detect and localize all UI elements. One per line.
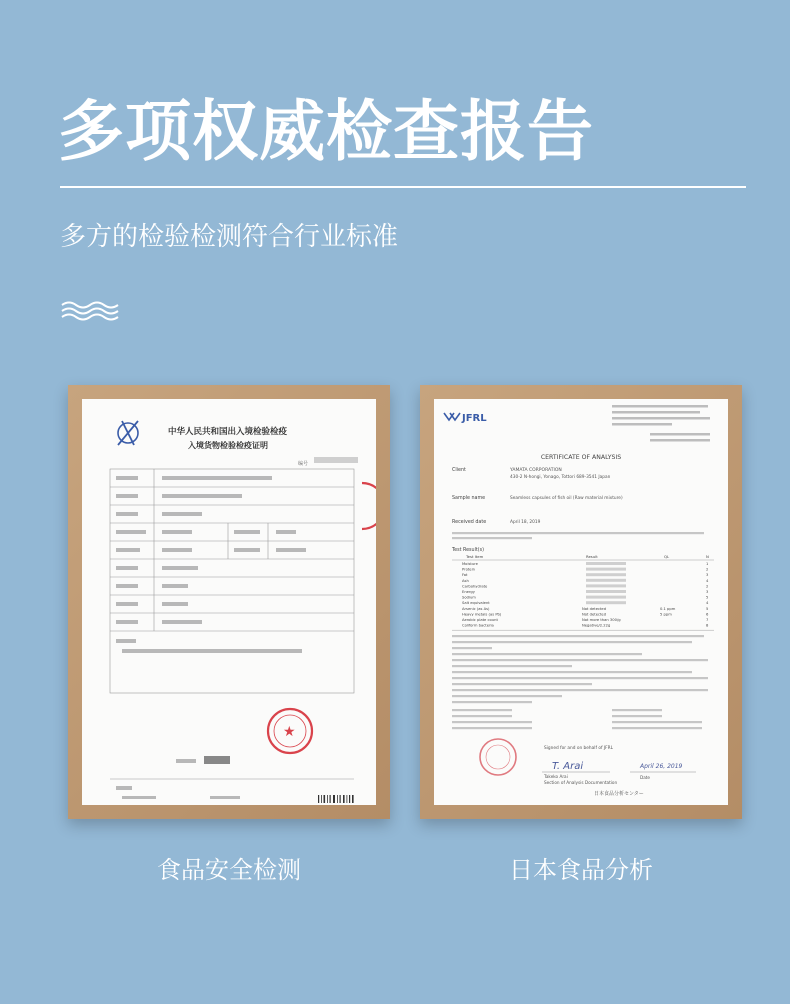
test-item-cell: Protein <box>462 567 475 572</box>
table-row <box>462 618 709 622</box>
test-item-cell: Carbohydrate <box>462 584 488 589</box>
cert-heading-line1: 中华人民共和国出入境检验检疫 <box>168 427 288 437</box>
redacted-result <box>586 568 626 571</box>
certificate-paper <box>434 399 728 805</box>
date-label: Date <box>640 775 651 780</box>
client-label: Client <box>452 468 466 473</box>
result-cell: Not detected <box>582 606 607 611</box>
result-cell: Not more than 300/g <box>582 618 621 622</box>
red-seal-stamp <box>268 709 312 753</box>
cert-heading-line2: 入境货物检验检疫证明 <box>188 441 268 450</box>
redacted-result <box>586 590 626 593</box>
notes-block <box>452 635 708 729</box>
test-item-cell: Moisture <box>462 562 478 566</box>
table-row <box>462 596 709 600</box>
test-item-cell: Energy <box>462 590 475 594</box>
chinese-inspection-certificate <box>82 399 376 805</box>
issuer-address-block <box>612 405 710 442</box>
sample-label: Sample name <box>452 496 486 501</box>
note-number-cell: 7 <box>706 618 709 622</box>
page-title: 多项权威检查报告 <box>58 93 594 170</box>
form-filled-values <box>116 476 306 799</box>
table-row <box>462 579 709 583</box>
certificate-frame-food-safety <box>68 385 390 819</box>
note-number-cell: 4 <box>706 601 709 606</box>
sample-name: Seamless capsules of fish oil (Raw material mixture) <box>510 496 623 501</box>
signer-name: Takeko Arai <box>544 774 568 779</box>
note-number-cell: 5 <box>706 595 709 600</box>
certificate-frame-japan-analysis <box>420 385 742 819</box>
table-row <box>462 568 708 572</box>
table-row <box>462 590 709 594</box>
signed-date: April 26, 2019 <box>640 763 683 770</box>
jfrl-analysis-certificate <box>434 399 728 805</box>
note-number-cell: 3 <box>706 590 709 594</box>
test-item-cell: Ash <box>462 578 469 583</box>
table-row <box>462 612 709 616</box>
test-item-cell: Heavy metals (as Pb) <box>462 612 502 617</box>
wave-icon <box>60 300 124 322</box>
table-row <box>462 573 709 577</box>
partial-red-seal <box>362 483 376 529</box>
ql-cell: 0.1 ppm <box>660 606 676 611</box>
certificate-paper <box>82 399 376 805</box>
test-item-cell: Arsenic (as As) <box>462 606 490 611</box>
svg-text:★: ★ <box>283 724 296 740</box>
signature: T. Arai <box>552 761 584 772</box>
test-item-cell: Aerobic plate count <box>462 618 498 622</box>
caption-japan-analysis: 日本食品分析 <box>509 856 653 884</box>
redacted-result <box>586 601 626 604</box>
note-number-cell: 3 <box>706 573 709 578</box>
note-number-cell: 4 <box>706 578 709 583</box>
result-cell: Not detected <box>582 612 607 617</box>
ql-cell: 5 ppm <box>660 612 672 617</box>
table-row <box>462 601 709 605</box>
received-label: Received date <box>452 520 487 525</box>
title-divider <box>60 186 746 188</box>
svg-text:Test Item: Test Item <box>466 554 484 559</box>
result-cell: Negative/2.22g <box>582 623 611 628</box>
table-row <box>462 584 708 588</box>
svg-text:Result: Result <box>586 554 598 559</box>
note-number-cell: 2 <box>706 584 709 589</box>
caption-food-safety: 食品安全检测 <box>157 856 301 884</box>
client-name: YAMATA CORPORATION <box>510 468 562 473</box>
test-item-cell: Fat <box>462 573 468 578</box>
note-number-cell: 6 <box>706 612 709 617</box>
redacted-result <box>586 562 626 565</box>
page-subtitle: 多方的检验检测符合行业标准 <box>60 222 399 252</box>
received-date: April 18, 2019 <box>510 520 541 525</box>
svg-text:N: N <box>706 554 709 559</box>
table-row <box>462 562 708 566</box>
table-row <box>462 607 709 611</box>
note-number-cell: 8 <box>706 623 709 628</box>
analysis-heading: CERTIFICATE OF ANALYSIS <box>540 454 622 461</box>
note-number-cell: 2 <box>706 567 709 572</box>
signed-label: Signed for and on behalf of JFRL <box>544 746 613 751</box>
caduceus-emblem-icon <box>118 421 138 445</box>
note-number-cell: 1 <box>706 562 709 566</box>
number-label: 编号 <box>298 461 309 467</box>
statement-text <box>452 532 704 539</box>
test-item-cell: Sodium <box>462 595 476 600</box>
results-table-body <box>452 562 714 630</box>
test-item-cell: Salt equivalent <box>462 601 490 606</box>
svg-text:QL: QL <box>664 554 670 559</box>
barcode-icon <box>318 795 354 803</box>
red-round-seal <box>480 739 516 775</box>
form-table <box>110 469 354 779</box>
table-row <box>462 624 709 628</box>
redacted-result <box>586 573 626 576</box>
test-item-cell: Coliform bacteria <box>462 623 494 628</box>
note-number-cell: 5 <box>706 606 709 611</box>
redacted-result <box>586 584 626 587</box>
signer-title: Section of Analysis Documentation <box>544 780 618 785</box>
jfrl-logo-text: JFRL <box>462 413 487 424</box>
client-address: 430-2 N-hongi, Yonago, Tottori 689-3541 Japan <box>510 475 611 480</box>
redacted-result <box>586 596 626 599</box>
results-label: Test Result(s) <box>452 548 485 553</box>
redacted-result <box>586 579 626 582</box>
issuer-name: 日本食品分析センター <box>594 791 644 797</box>
results-table-header <box>465 554 709 559</box>
jfrl-logo-icon <box>444 413 460 420</box>
